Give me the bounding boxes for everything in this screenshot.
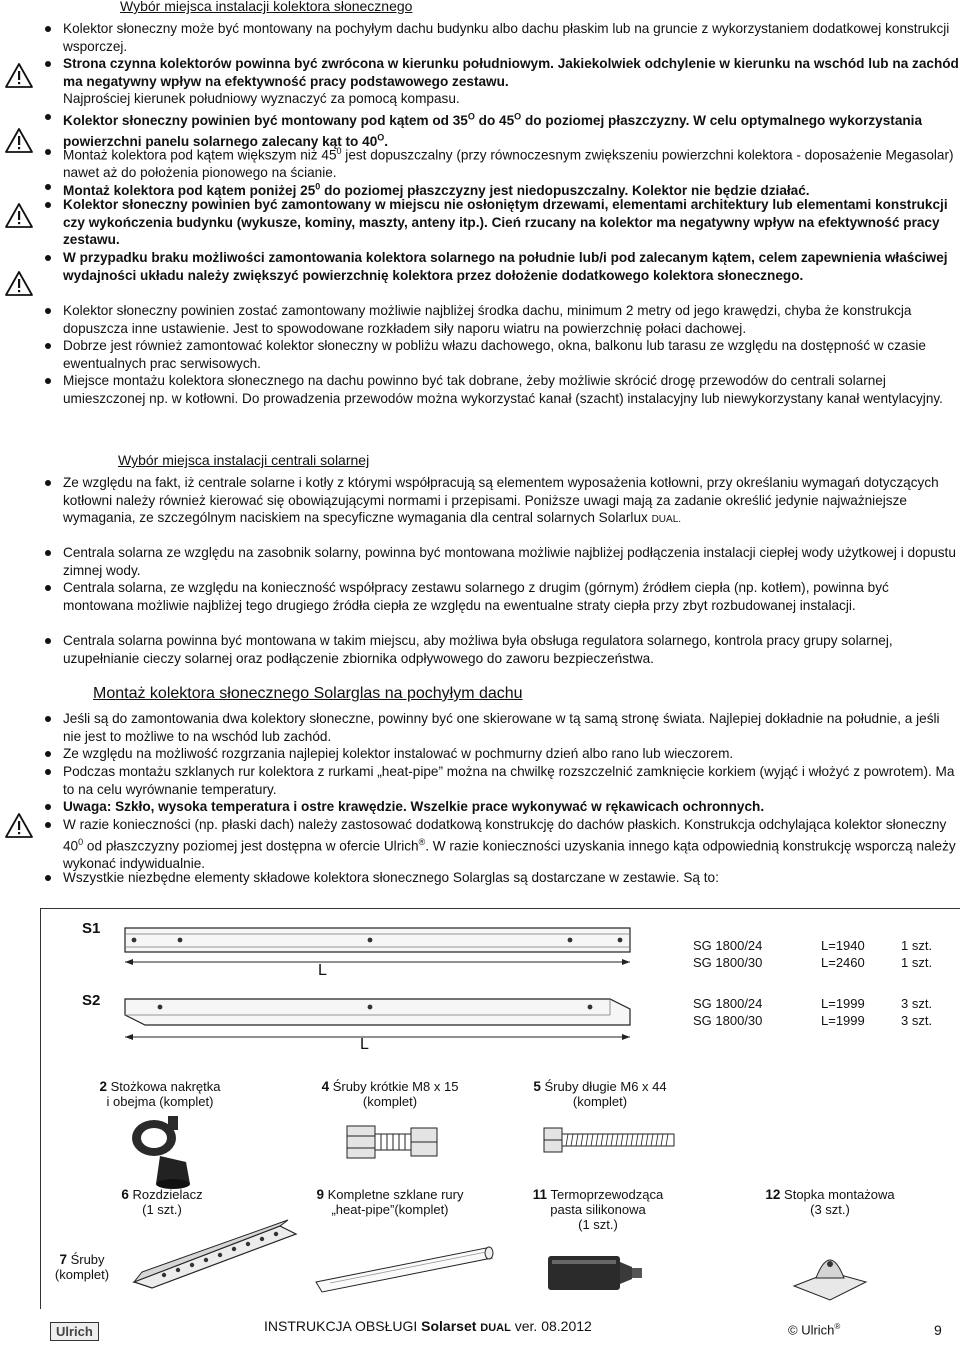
rail-s1-label: S1 [82,920,101,937]
rail-s2-dimension: L [360,1036,369,1053]
mounting-foot-image [790,1238,870,1308]
table-row: SG 1800/30 L=2460 1 szt. [693,955,933,970]
table-row: SG 1800/24 L=1940 1 szt. [693,938,933,953]
part-4-caption: 4 Śruby krótkie M8 x 15 (komplet) [321,1079,459,1109]
ulrich-logo: Ulrich [50,1322,99,1341]
warning-icon [4,812,34,839]
list-item: Dobrze jest również zamontować kolektor słoneczny w pobliżu włazu dachowego, okna, balkonu lub tarasu ze względu na dostępność w czasie ewentualnych prac serwisowych. [40,337,960,372]
footer-copyright: © Ulrich® [788,1322,841,1338]
section-title-mounting: Montaż kolektora słonecznego Solarglas na pochyłym dachu [93,685,523,702]
long-bolt-image [542,1124,682,1156]
list-item: Wszystkie niezbędne elementy składowe kolektora słonecznego Solarglas są dostarczane w zestawie. Są to: [40,869,960,887]
rail-s2-drawing [120,995,640,1055]
collector-location-list [40,20,960,425]
page-number: 9 [934,1322,942,1338]
section-title-collector-location: Wybór miejsca instalacji kolektora słonecznego [120,0,413,14]
part-5-caption: 5 Śruby długie M6 x 44 (komplet) [533,1079,667,1109]
section-title-central-location: Wybór miejsca instalacji centrali solarnej [118,452,370,468]
list-item: Kolektor słoneczny powinien zostać zamontowany możliwie najbliżej środka dachu, minimum 2 metry od jego krawędzi, chyba że konstrukcja dopuszcza inne ustawienie. Jest to spowodowane rozkładem siły naporu wiatru na powierzchnię połaci dachowej. [40,302,960,337]
list-item: W przypadku braku możliwości zamontowania kolektora solarnego na południe lub/i pod zalecanym kątem, celem zapewnienia właściwej wydajności układu należy zwiększyć powierzchnię kolektora przez dołożenie dodatkowego kolektora słonecznego. [40,249,960,302]
table-row: SG 1800/30 L=1999 3 szt. [693,1013,933,1028]
part-11-caption: 11 Termoprzewodząca pasta silikonowa (1 szt.) [532,1187,664,1232]
part-2-caption: 2 Stożkowa nakrętka i obejma (komplet) [99,1079,221,1109]
cone-nut-clamp-image [120,1112,210,1190]
rail-s1-spec [693,938,932,972]
list-item: Centrala solarna, ze względu na konieczność współpracy zestawu solarnego z drugim (górnym) źródłem ciepła (np. kotłem), powinna być montowana możliwie najbliżej tego drugiego źródła ciepła ze względu na ewentualne straty ciepła przy zbyt rozbudowanej instalacji. [40,579,960,632]
warning-icon [4,270,34,297]
part-7-caption: 7 Śruby (komplet) [54,1252,110,1282]
short-bolt-image [345,1120,445,1164]
silicone-paste-tube-image [546,1246,646,1300]
list-item: Uwaga: Szkło, wysoka temperatura i ostre krawędzie. Wszelkie prace wykonywać w rękawicach ochronnych. [40,798,960,816]
part-6-caption: 6 Rozdzielacz (1 szt.) [121,1187,203,1217]
rail-s1-dimension: L [318,962,327,979]
list-item: W razie konieczności (np. płaski dach) należy zastosować dodatkową konstrukcję do dachów płaskich. Konstrukcja odchylająca kolektor słoneczny $40^0$ od płaszczyzny poziomej jest dostępna w ofercie Ulrich®. W razie konieczności uzyskania innego kąta odpowiednią konstrukcję wsporczą należy wykonać indywidualnie. [40,816,960,869]
part-9-caption: 9 Kompletne szklane rury „heat-pipe”(komplet) [316,1187,464,1217]
rail-s2-spec [693,996,932,1030]
list-item: Centrala solarna powinna być montowana w takim miejscu, aby możliwa była obsługa regulatora solarnego, kontrola pracy grupy solarnej, uzupełnianie cieczy solarnej oraz podłączenie zbiornika odpływowego do zaworu bezpieczeństwa. [40,632,960,667]
list-item: Montaż kolektora pod kątem większym niż $45^0$ jest dopuszczalny (przy równoczesnym zwiększeniu powierzchni kolektora - doposażenie Megasolar) nawet aż do położenia pionowego na ścianie. [40,143,960,178]
list-item: Kolektor słoneczny może być montowany na pochyłym dachu budynku albo dachu płaskim lub na gruncie z wykorzystaniem dodatkowej konstrukcji wsporczej. [40,20,960,55]
warning-icon [4,202,34,229]
list-item: Centrala solarna ze względu na zasobnik solarny, powinna być montowana możliwie najbliżej podłączenia instalacji ciepłej wody użytkowej i dopustu zimnej wody. [40,544,960,579]
list-item: Miejsce montażu kolektora słonecznego na dachu powinno być tak dobrane, żeby możliwie skrócić drogę przewodów do centrali solarnej umieszczonej np. w kotłowni. Do prowadzenia przewodów można wykorzystać kanał (szacht) instalacyjny lub niewykorzystany kanał wentylacyjny. [40,372,960,425]
rail-s1-drawing [120,920,640,980]
manifold-image [130,1218,300,1290]
central-location-list [40,474,960,667]
list-item: Ze względu na możliwość rozgrzania najlepiej kolektor instalować w pochmurny dzień albo rano lub wieczorem. [40,745,960,763]
part-12-caption: 12 Stopka montażowa (3 szt.) [765,1187,895,1217]
list-item: Kolektor słoneczny powinien być zamontowany w miejscu nie osłoniętym drzewami, elementami architektury lub elementami konstrukcji czy wykończenia budynku (wykusze, kominy, maszty, anteny itp.). Cień rzucany na kolektor ma negatywny wpływ na efektywność pracy zestawu. [40,196,960,249]
list-item: Jeśli są do zamontowania dwa kolektory słoneczne, powinny być one skierowane w tą samą stronę świata. Najlepiej dokładnie na południe, a jeśli nie jest to możliwe to na wschód lub zachód. [40,710,960,745]
list-item: Podczas montażu szklanych rur kolektora z rurkami „heat-pipe” można na chwilkę rozszczelnić zamknięcie korkiem (wyjąć i włożyć z powrotem). Ma to na celu wyrównanie temperatury. [40,763,960,798]
warning-icon [4,62,34,89]
list-item: Kolektor słoneczny powinien być montowany pod kątem od $35^O$ do $45^O$ do poziomej płaszczyzny. W celu optymalnego wykorzystania powierzchni panelu solarnego zalecany kąt to $40^O$. [40,108,960,143]
footer-manual-title: INSTRUKCJA OBSŁUGI Solarset DUAL ver. 08.2012 [264,1318,592,1334]
list-item: Ze względu na fakt, iż centrale solarne i kotły z którymi współpracują są elementem wyposażenia kotłowni, przy określaniu wymagań dotyczących kotłowni należy również kierować się obowiązującymi normami i przepisami. Poniższe uwagi mają za zadanie określić jedynie najważniejsze wymagania, ze szczególnym naciskiem na specyficzne wymagania dla central solarnych Solarlux DUAL. [40,474,960,544]
list-item: Strona czynna kolektorów powinna być zwrócona w kierunku południowym. Jakiekolwiek odchylenie w kierunku na wschód lub na zachód ma negatywny wpływ na efektywność pracy podstawowego zestawu. Najprościej kierunek południowy wyznaczyć za pomocą kompasu. [40,55,960,108]
mounting-list [40,710,960,887]
table-row: SG 1800/24 L=1999 3 szt. [693,996,933,1011]
warning-icon [4,127,34,154]
list-item: Montaż kolektora pod kątem poniżej $25^0$ do poziomej płaszczyzny jest niedopuszczalny. Kolektor nie będzie działać. [40,178,960,196]
heat-pipe-tubes-image [310,1240,500,1296]
rail-s2-label: S2 [82,992,101,1009]
